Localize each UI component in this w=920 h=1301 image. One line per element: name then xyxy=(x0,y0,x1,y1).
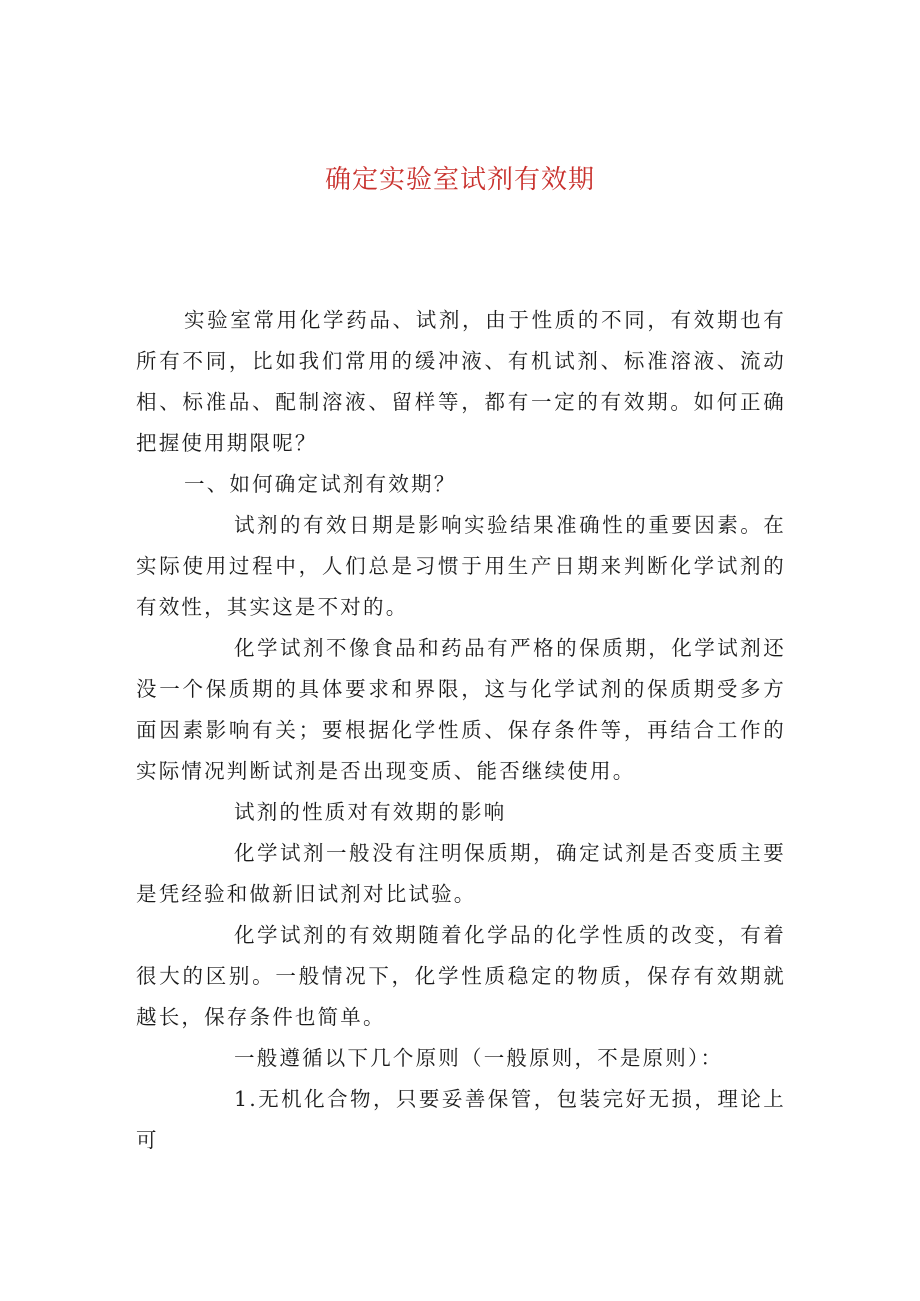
section-heading-1: 一、如何确定试剂有效期？ xyxy=(184,472,457,496)
intro-paragraph: 实验室常用化学药品、试剂，由于性质的不同，有效期也有所有不同，比如我们常用的缓冲液、有机试剂、标准溶液、流动相、标准品、配制溶液、留样等，都有一定的有效期。如何正确把握使用期限呢？ xyxy=(136,308,786,455)
list-item-inorganic: 1.无机化合物，只要妥善保管，包装完好无损，理论上可 xyxy=(136,1087,786,1152)
paragraph-principles-intro: 一般遵循以下几个原则（一般原则，不是原则）： xyxy=(234,1046,724,1070)
paragraph-no-shelf-life: 化学试剂不像食品和药品有严格的保质期，化学试剂还没一个保质期的具体要求和界限，这与化学试剂的保质期受多方面因素影响有关；要根据化学性质、保存条件等，再结合工作的实际情况判断试剂是否出现变质、能否继续使用。 xyxy=(136,636,786,783)
paragraph-expiry-importance: 试剂的有效日期是影响实验结果准确性的重要因素。在实际使用过程中，人们总是习惯于用生产日期来判断化学试剂的有效性，其实这是不对的。 xyxy=(136,513,786,619)
subheading-properties: 试剂的性质对有效期的影响 xyxy=(234,800,507,824)
paragraph-experience: 化学试剂一般没有注明保质期，确定试剂是否变质主要是凭经验和做新旧试剂对比试验。 xyxy=(136,841,786,906)
paragraph-stability: 化学试剂的有效期随着化学品的化学性质的改变，有着很大的区别。一般情况下，化学性质稳定的物质，保存有效期就越长，保存条件也简单。 xyxy=(136,923,786,1029)
document-body xyxy=(136,300,786,1161)
document-title: 确定实验室试剂有效期 xyxy=(324,165,595,195)
